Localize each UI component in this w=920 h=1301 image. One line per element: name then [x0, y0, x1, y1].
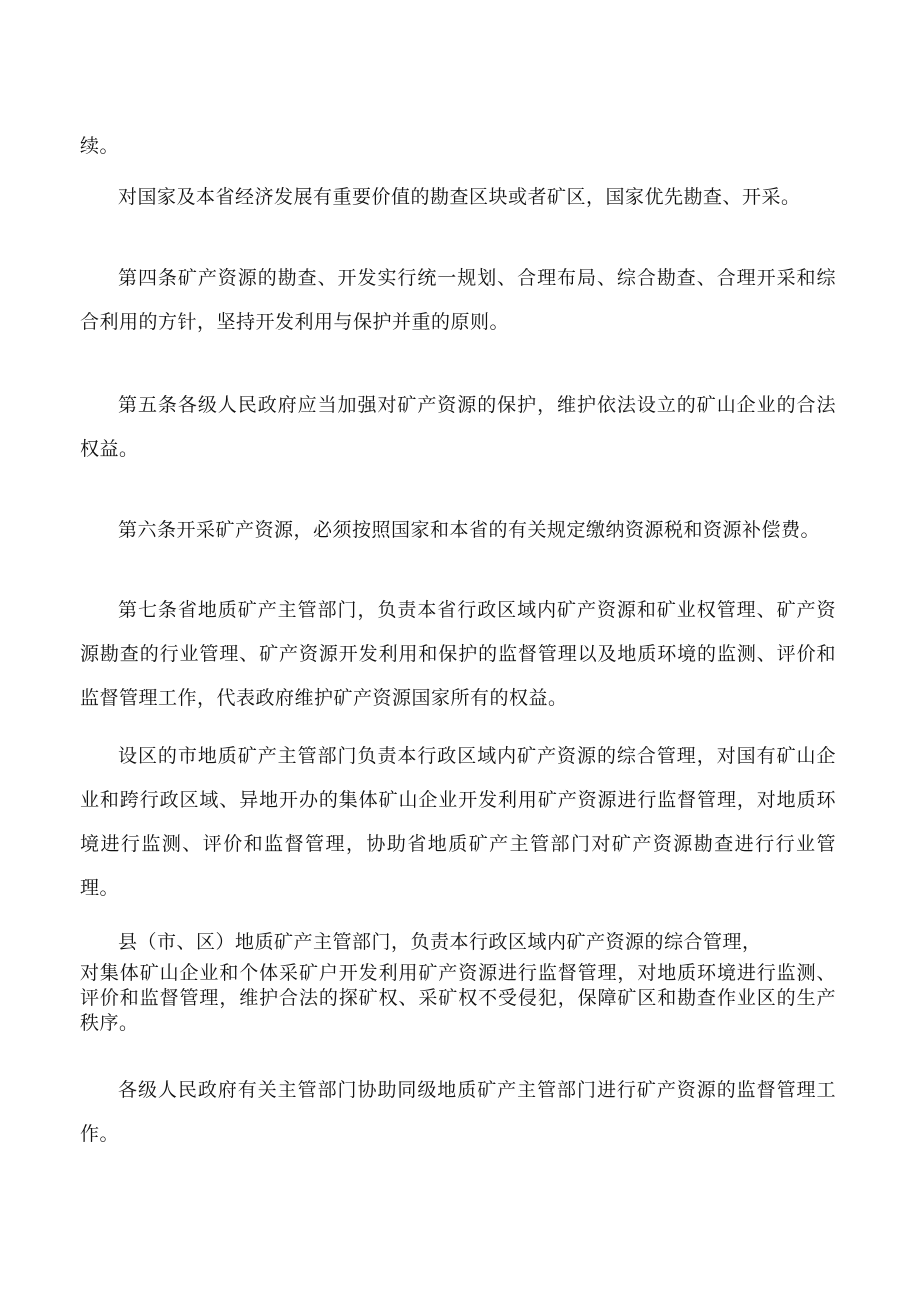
paragraph-assisting-departments: 各级人民政府有关主管部门协助同级地质矿产主管部门进行矿产资源的监督管理工作。 [80, 1079, 836, 1145]
paragraph-article-5: 第五条各级人民政府应当加强对矿产资源的保护，维护依法设立的矿山企业的合法权益。 [80, 394, 836, 460]
paragraph-continuation: 续。 [80, 135, 120, 157]
paragraph-article-6: 第六条开采矿产资源，必须按照国家和本省的有关规定缴纳资源税和资源补偿费。 [118, 519, 821, 541]
paragraph-county-duties: 对集体矿山企业和个体采矿户开发利用矿产资源进行监督管理，对地质环境进行监测、评价和监督管理，维护合法的探矿权、采矿权不受侵犯，保障矿区和勘查作业区的生产秩序。 [80, 962, 836, 1034]
paragraph-county-authority: 县（市、区）地质矿产主管部门，负责本行政区域内矿产资源的综合管理， [118, 931, 762, 953]
paragraph-priority-exploration: 对国家及本省经济发展有重要价值的勘查区块或者矿区，国家优先勘查、开采。 [118, 186, 801, 208]
paragraph-article-7: 第七条省地质矿产主管部门，负责本省行政区域内矿产资源和矿业权管理、矿产资源勘查的行业管理、矿产资源开发利用和保护的监督管理以及地质环境的监测、评价和监督管理工作，代表政府维护矿产资源国家所有的权益。 [80, 599, 836, 709]
paragraph-article-4: 第四条矿产资源的勘查、开发实行统一规划、合理布局、综合勘查、合理开采和综合利用的方针，坚持开发利用与保护并重的原则。 [80, 267, 836, 333]
paragraph-city-authority: 设区的市地质矿产主管部门负责本行政区域内矿产资源的综合管理，对国有矿山企业和跨行政区域、异地开办的集体矿山企业开发利用矿产资源进行监督管理，对地质环境进行监测、评价和监督管理，协助省地质矿产主管部门对矿产资源勘查进行行业管理。 [80, 745, 836, 899]
